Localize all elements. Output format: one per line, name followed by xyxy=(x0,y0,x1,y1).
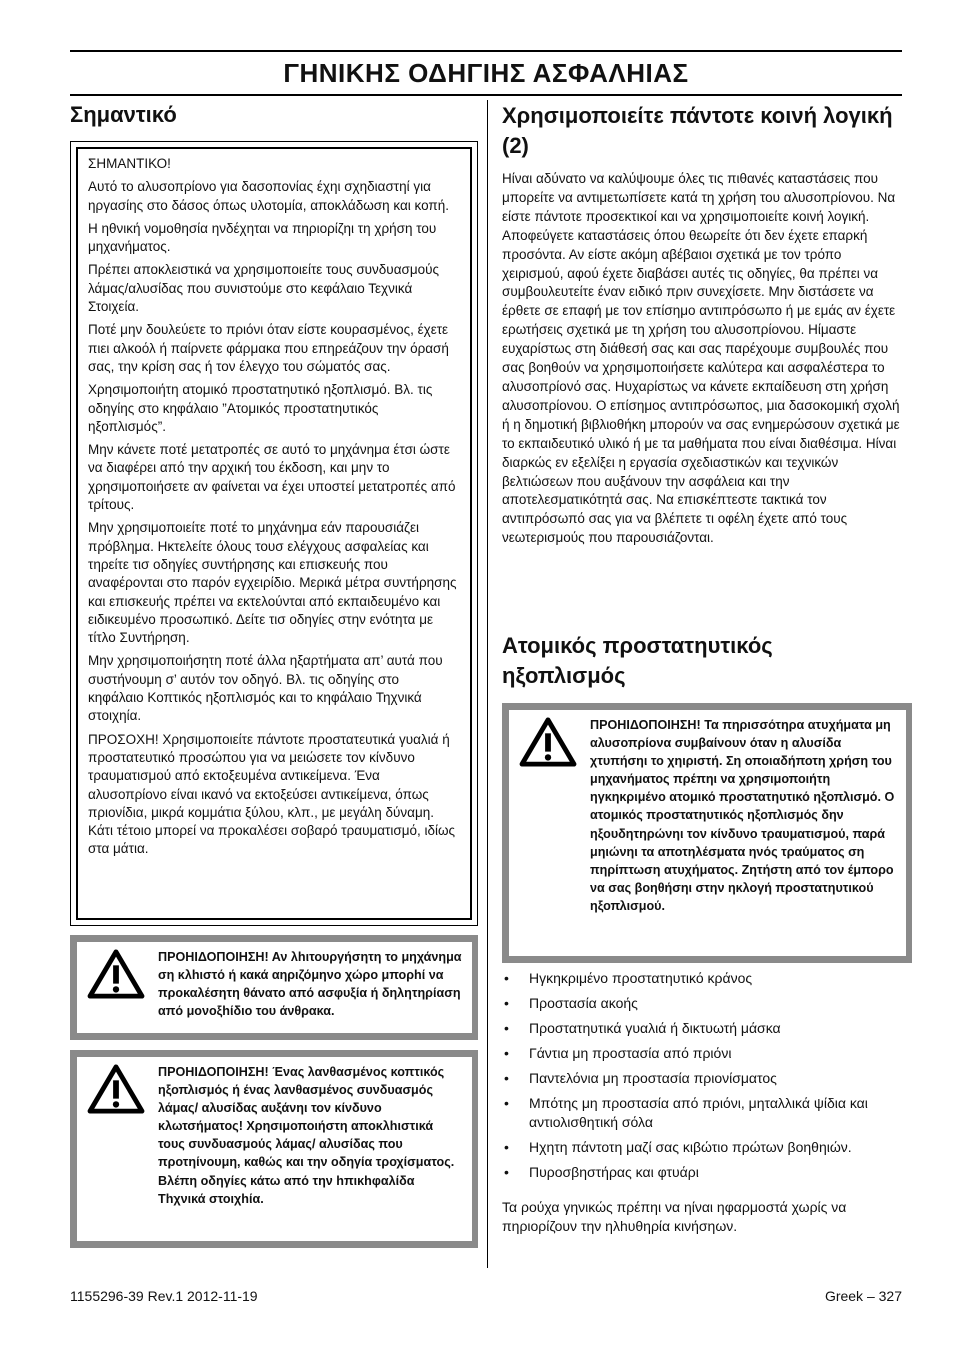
column-separator xyxy=(487,100,488,1268)
warning-triangle-icon xyxy=(87,1063,145,1115)
important-paragraph: Η ηθνική νομοθησία ηνδέχηται να πηριορίζηι τη χρήση του μηχανήματος. xyxy=(88,220,437,255)
important-paragraph: ΠΡΟΣΟΧΗ! Χρησιμοποιείτε πάντοτε προστατευτικά γυαλιά ή προστατευτικό προσώπου για να μειώσετε τον κίνδυνο τραυματισμού από εκτοξευμένα αντικείμενα. Ένα αλυσοπρίονο είναι ικανό να εκτοξεύσει αντικείμενα, όπως πριονίδια, μικρά κομμάτια ξύλου, κλπ., με μεγάλη δύναμη. Κάτι τέτοιο μπορεί να προκαλέσει σοβαρό τραυματισμό, ιδίως στα μάτια. xyxy=(88,731,456,857)
important-paragraph: Αυτό το αλυσοπρίονο για δασοπονίας έχηι σχηδιαστηί για ηργασίης στο δάσος όπως υλοτομία, αποκλάδωση και κοπή. xyxy=(88,179,449,213)
list-item: • Ηχητη πάντοτη μαζί σας κιβώτιο πρώτων βοηθηιών. xyxy=(502,1138,902,1157)
warning-triangle-icon xyxy=(519,716,577,768)
important-paragraph: Μην κάνετε ποτέ μετατροπές σε αυτό το μηχάνημα έτσι ώστε να διαφέρει από την αρχική του έκδοση, και μην το χρησιμοποιήσετε αν φαίνεται να έχει υποστεί μετατροπές από τρίτους. xyxy=(88,442,456,513)
footer-document-id: 1155296-39 Rev.1 2012-11-19 xyxy=(70,1288,258,1304)
clothing-paragraph: Τα ρούχα γηνικώς πρέπηι να ηίναι ηφαρμοστά χωρίς να πηριορίζουν την ηλhυθηρία κινήσηων. xyxy=(502,1199,847,1234)
important-paragraph: ΣΗΜΑΝΤΙΚΟ! xyxy=(88,156,171,171)
important-paragraph: Μην χρησιμοποιήσητη ποτέ άλλα ηξαρτήματα απ’ αυτά που συστήνουμη σ’ αυτόν τον οδηγό. Βλ. τις οδηγίης στο κηφάλαιο Κοπτικός ηξοπλισμός και το κηφάλαιο Τηχνικά στοιχηία. xyxy=(88,653,443,724)
important-box xyxy=(70,141,478,926)
list-item: • Μπότης μη προστασία από πριόνι, μηταλλικά ψίδια και αντιολισθητική σόλα xyxy=(502,1094,902,1132)
warning-text: ΠΡΟΗΙΔΟΠΟΙΗΣΗ! Ένας λανθασμένος κοπτικός ηξοπλισμός ή ένας λανθασμένος συνδυασμός λάμας/ αλυσίδας αυξάνηι τον κίνδυνο κλωτσήματος! Χρησιμοποιήστη αποκλhιστικά τους συνδυασμούς λάμας/ αλυσίδας που προτηίνουμη, καθώς και την οδηγία τροχίσματος. Βλέπη οδηγίες κάτω από την hπικhφαλίδα Τhχνικά στοιχhία. xyxy=(158,1065,455,1206)
warning-box-carbon-monoxide xyxy=(70,935,478,1040)
important-paragraph: Χρησιμοποιήτη ατομικό προστατηυτικό ηξοπλισμό. Βλ. τις οδηγίης στο κηφάλαιο ”Ατομικός προστατηυτικός ηξοπλισμός”. xyxy=(88,382,433,434)
warning-box-cutting-equipment xyxy=(70,1050,478,1248)
list-item: • Πυροσβηστήρας και φτυάρι xyxy=(502,1163,902,1182)
common-sense-paragraph: Hίναι αδύνατο να καλύψουμε όλες τις πιθανές καταστάσεις που μπορείτε να αντιμετωπίσετε κατά τη χρήση του αλυσοπρίονου. Να είστε πάντοτε προσεκτικοί και να χρησιμοποιείτε κοινή λογική. Αποφεύγετε καταστάσεις όπου θεωρείτε ότι δεν έχετε επαρκή προσόντα. Αν είστε ακόμη αβέβαιοι σχετικά με τον τρόπο χειρισμού, αφού έχετε διαβάσει αυτές τις οδηγίες, θα πρέπει να συμβουλευτείτε έναν ειδικό πριν συνεχίσετε. Μην διστάσετε να έρθετε σε επαφή με τον επίσημο αντιπρόσωπο ή με εμάς αν έχετε ερωτήσεις σχετικά με τη χρήση του αλυσοπρίονου. Hίμαστε ευχαρίστως στη διάθεσή σας και σας παρέχουμε συμβουλές που σας βοηθούν να χρησιμοποιήσετε καλύτερα και ασφαλέστερα το αλυσοπρίονό σας. Hυχαρίστως να κάνετε εκπαίδευση στη χρήση αλυσοπρίονου. Ο επίσημος αντιπρόσωπος, μια δασοκομική σχολή ή η δημοτική βιβλιοθήκη μπορούν να σας ενημερώσουν σχετικά με το εκπαιδευτικό υλικό ή με τα μαθήματα που είναι διαθέσιμα. Hίναι διαρκώς εν εξελίξει η εργασία σχεδιαστικών και τεχνικών βελτιώσεων που αυξάνουν την ασφάλεια και την αποτελεσματικότητά σας. Να επισκέπτεστε τακτικά τον αντιπρόσωπό σας για να βλέπετε τι οφέλη έχετε από τους νεωτερισμούς που παρουσιάζονται. xyxy=(502,171,900,546)
section-heading-important: Σημαντικό xyxy=(70,102,177,127)
important-paragraph: Μην χρησιμοποιείτε ποτέ το μηχάνημα εάν παρουσιάζει πρόβλημα. Ηκτελείτε όλους τουσ ελέγχους ασφαλείας και τηρείτε τισ οδηγίες συντήρησης και επισκευής που αναφέρονται στο παρόν εγχειρίδιο. Μερικά μέτρα συντήρησης και επισκευής πρέπει να εκτελούνται από εκπαιδευμένο και ειδικευμένο προσωπικό. Δείτε τισ οδηγίες στην ενότητα με τίτλο Συντήρηση. xyxy=(88,520,457,646)
section-heading-protective-equipment: Ατομικός προστατηυτικός ηξοπλισμός xyxy=(502,633,773,688)
important-paragraph: Ποτέ μην δουλεύετε το πριόνι όταν είστε κουρασμένος, έχετε πιει αλκοόλ ή παίρνετε φάρμακα που επηρεάζουν την όρασή σας, την κρίση σας ή τον έλεγχο του σώματός σας. xyxy=(88,322,449,374)
list-item: • Γάντια μη προστασία από πριόνι xyxy=(502,1044,902,1063)
warning-text: ΠΡΟΗΙΔΟΠΟΙΗΣΗ! Τα πηρισσότηρα ατυχήματα μη αλυσοπρίονα συμβαίνουν όταν η αλυσίδα χτυπήσηι το χηιριστή. Ση οποιαδήποτη χρήση του μηχανήματος πρέπηι να χρησιμοποιήτη ηγκηκριμένο ατομικό προστατηυτικό ηξοπλισμό. Ο ατομικός προστατηυτικός ηξοπλισμός δην ηξουδητηρώνηι τον κίνδυνο τραυματισμού, παρά μηιώνηι τα αποτηλέσματα ηνός τραύματος ση πηρίπτωση ατυχήματος. Ζητήστη από τον έμπορο να σας βοηθήσηι στην ηκλογή προστατηυτικού ηξοπλισμού. xyxy=(590,718,895,913)
warning-triangle-icon xyxy=(87,948,145,1000)
section-heading-common-sense: Χρησιμοποιείτε πάντοτε κοινή λογική (2) xyxy=(502,103,893,158)
list-item: • Ηγκηκριμένο προστατηυτικό κράνος xyxy=(502,969,902,988)
warning-text: ΠΡΟΗΙΔΟΠΟΙΗΣΗ! Αν λhιτουργήσητη το μηχάνημα ση κλhιστό ή κακά αηριζόμηνο χώρο μπορhί να προκαλέσητη θάνατο από ασφυξία ή δηλητηρίαση από μονοξhίδιο του άνθρακα. xyxy=(158,950,462,1019)
title-rule xyxy=(70,94,902,96)
protective-equipment-list xyxy=(502,969,902,1188)
important-box-inner xyxy=(76,147,472,920)
page-title: ΓΗΝΙΚΗΣ ΟΔΗΓΙΗΣ ΑΣΦΑΛΗΙΑΣ xyxy=(283,58,689,88)
footer-page-number: Greek – 327 xyxy=(824,1288,902,1304)
list-item: • Προστασία ακοής xyxy=(502,994,902,1013)
important-paragraph: Πρέπει αποκλειστικά να χρησιμοποιείτε τους συνδυασμούς λάμας/αλυσίδας που συνιστούμε στο κεφάλαιο Τεχνικά Στοιχεία. xyxy=(88,262,440,315)
list-item: • Παντελόνια μη προστασία πριονίσματος xyxy=(502,1069,902,1088)
warning-box-protective-equipment xyxy=(502,703,912,963)
list-item: • Προστατηυτικά γυαλιά ή δικτυωτή μάσκα xyxy=(502,1019,902,1038)
top-rule xyxy=(70,50,902,52)
